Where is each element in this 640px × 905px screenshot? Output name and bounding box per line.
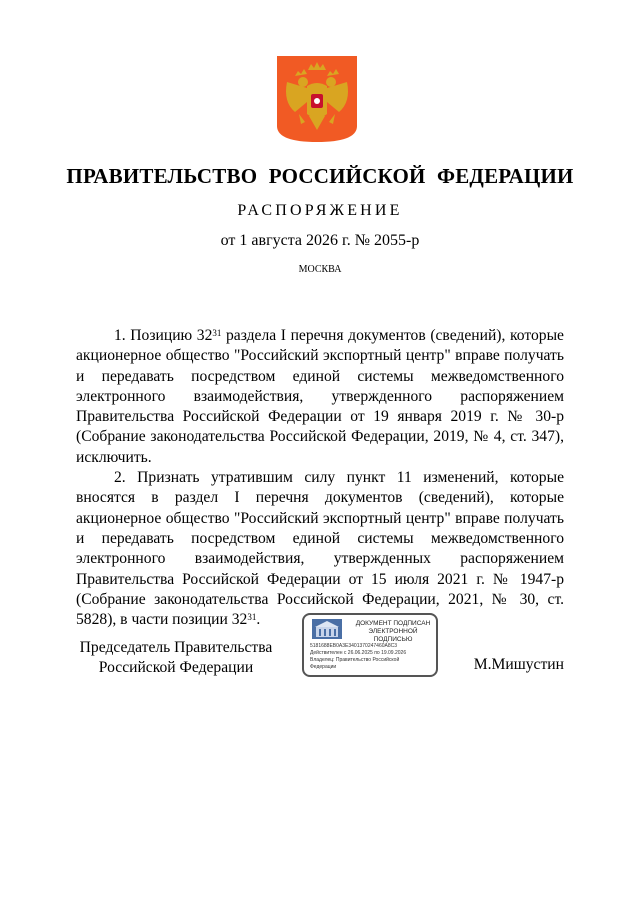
paragraph-2 — [76, 468, 564, 630]
superscript: 31 — [247, 612, 257, 623]
certificate-validity: Действителен с 26.06.2025 по 19.09.2026 — [310, 650, 407, 656]
coat-of-arms-icon — [277, 56, 357, 142]
position-line-2: Российской Федерации — [98, 659, 254, 676]
certificate-serial: 5181688EB0A3E3401370247460A8C3 — [310, 643, 398, 649]
paragraph-1-text-start: 1. Позицию 32 — [114, 327, 213, 344]
certificate-info — [310, 643, 406, 671]
superscript: 31 — [212, 328, 222, 338]
document-dateline: от 1 августа 2026 г. № 2055-р — [220, 232, 420, 249]
document-city: МОСКВА — [298, 264, 342, 275]
paragraph-2-end: . — [256, 611, 261, 629]
certificate-owner: Владелец: Правительство Российской — [310, 657, 400, 663]
paragraph-2-text: 2. Признать утратившим силу пункт 11 изменений, которые вносятся в раздел I перечня документов (сведений), которые акционерное общество "Российский экспортный центр" вправе получать и передавать посредством единой системы межведомственного электронного взаимодействия, утвержденных распоряжением Правительства Российской Федерации от 15 июля 2021 г. № 1947-р (Собрание законодательства Российской Федерации, 2021, № 30, ст. 5828), в части позиции 32 — [76, 469, 564, 629]
signatory-position — [76, 638, 276, 678]
stamp-header-line-1: ДОКУМЕНТ ПОДПИСАН — [355, 620, 431, 627]
electronic-signature-stamp — [302, 613, 438, 677]
signatory-name: М.Мишустин — [473, 656, 564, 673]
position-line-1: Председатель Правительства — [79, 639, 273, 656]
paragraph-1 — [76, 326, 564, 468]
stamp-header — [350, 620, 436, 644]
paragraph-1-text: раздела I перечня документов (сведений), которые акционерное общество "Российский экспортный центр" вправе получать и передавать посредством единой системы межведомственного электронного взаимодействия, утвержденного распоряжением Правительства Российской Федерации от 19 января 2019 г. № 30-р (Собрание законодательства Российской Федерации, 2019, № 4, ст. 347), исключить. — [76, 327, 564, 466]
document-body — [76, 326, 564, 630]
stamp-header-line-2: ЭЛЕКТРОННОЙ ПОДПИСЬЮ — [368, 628, 418, 643]
certificate-owner-2: Федерации — [310, 664, 337, 670]
building-icon — [312, 619, 342, 639]
document-title: ПРАВИТЕЛЬСТВО РОССИЙСКОЙ ФЕДЕРАЦИИ — [66, 164, 574, 188]
document-type: РАСПОРЯЖЕНИЕ — [237, 202, 403, 219]
